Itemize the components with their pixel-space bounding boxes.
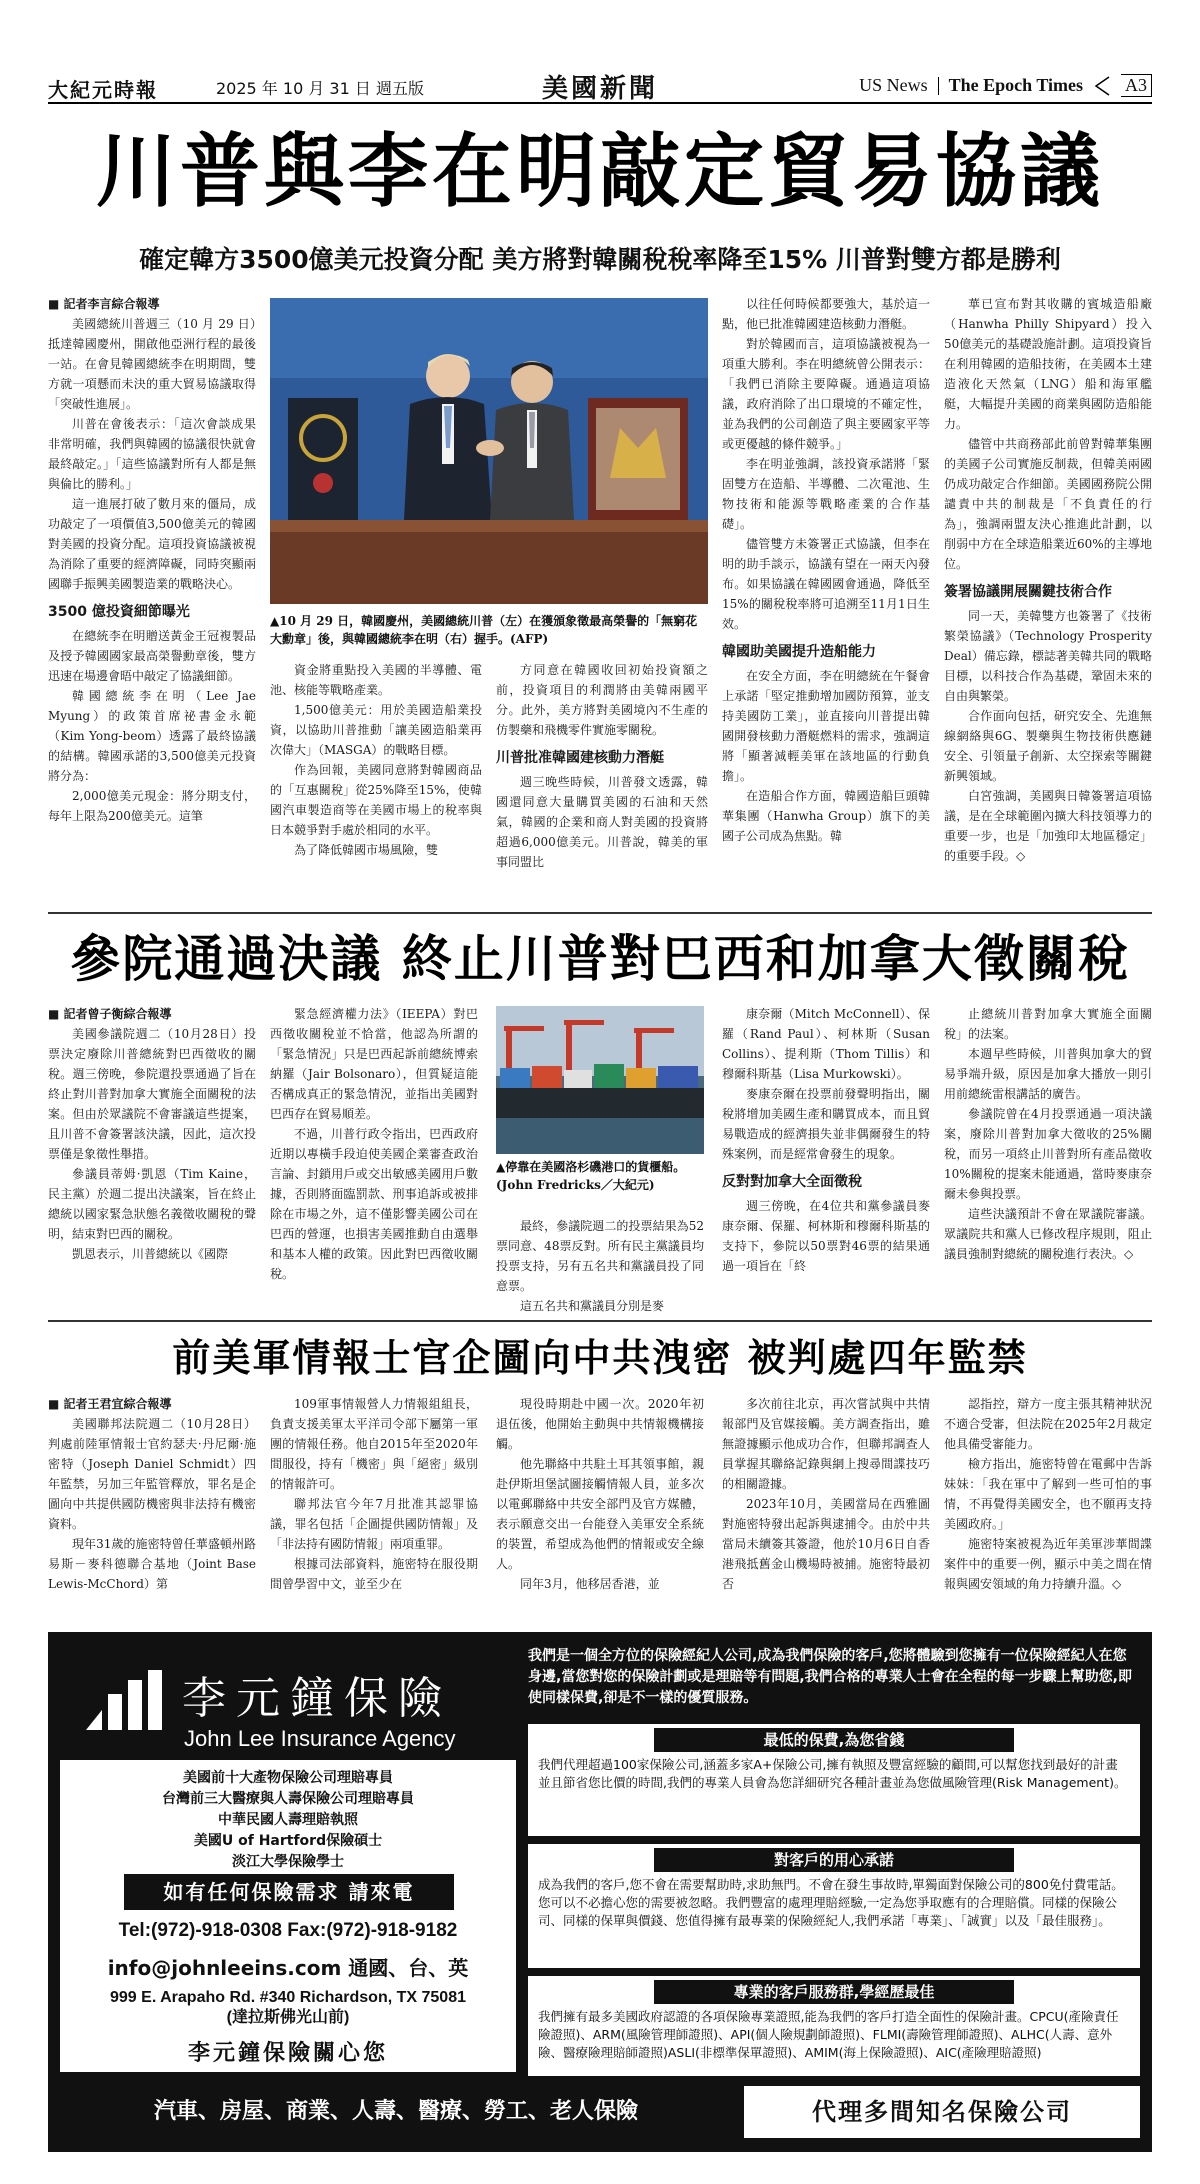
story1-paragraph: 對於韓國而言，這項協議被視為一項重大勝利。李在明總統曾公開表示：「我們已消除主要障礙。通過這項協議，政府消除了出口環境的不確定性，並為我們的公司創造了與主要國家平等或更優越的條件競爭。」 [722,337,930,451]
story1-paragraph: 白宮強調，美國與日韓簽署這項協議，是在全球範圍內擴大科技領導力的重要一步，也是「加強印太地區穩定」的重要手段。◇ [944,789,1152,863]
story2-paragraph: 本週早些時候，川普與加拿大的貿易爭端升級，原因是加拿大播放一則引用前總統雷根講話的廣告。 [944,1047,1152,1101]
story1-paragraph: 2,000億美元現金：將分期支付，每年上限為200億美元。這筆 [48,789,256,823]
ad-address [60,1988,516,2028]
story1-subheading: 川普批准韓國建核動力潛艇 [496,750,664,766]
story3-paragraph: 檢方指出，施密特曾在電郵中告訴妹妹：「我在軍中了解到一些可怕的事情，不再覺得美國安全，也不願再支持美國政府。」 [944,1457,1152,1531]
ad-email: info@johnleeins.com 通國、台、英 [107,1956,469,1980]
story2-paragraph: 凱恩表示，川普總統以《國際 [72,1247,229,1261]
story1-paragraph: 韓國總統李在明（Lee Jae Myung）的政策首席祕書金永範（Kim Yong-beom）透露了最終協議的結構。韓國承諾的3,500億美元投資將分為： [48,689,256,783]
story1-paragraph: 在總統李在明贈送黃金王冠複製品及授予韓國國家最高榮譽勳章後，雙方迅速在場邊會晤中敲定了協議細節。 [48,629,256,683]
story2-paragraph: 參議員蒂姆·凱恩（Tim Kaine，民主黨）於週二提出決議案，旨在終止總統以國家緊急狀態名義徵收關稅的聲明，結束對巴西的關稅。 [48,1167,256,1241]
story3-paragraph: 現年31歲的施密特曾任華盛頓州路易斯－麥科德聯合基地（Joint Base Lewis-McChord）第 [48,1537,256,1591]
story1-subhead: 確定韓方3500億美元投資分配 美方將對韓關稅稅率降至15% 川普對雙方都是勝利 [139,245,1061,274]
story2-col5 [944,1004,1152,1314]
ad-insurance-types: 汽車、房屋、商業、人壽、醫療、勞工、老人保險 [153,2099,638,2124]
story1-byline: ■ 記者李言綜合報導 [48,294,256,314]
story3-byline: ■ 記者王君宜綜合報導 [48,1394,256,1414]
story1-subheading: 3500 億投資細節曝光 [48,604,190,620]
story3-paragraph: 認指控，辯方一度主張其精神狀況不適合受審，但法院在2025年2月裁定他具備受審能力。 [944,1397,1152,1451]
story3-headline: 前美軍情報士官企圖向中共洩密 被判處四年監禁 [172,1336,1028,1380]
container-port-illustration [496,1006,704,1154]
ad-brand-en: John Lee Insurance Agency [184,1726,456,1751]
ad-brand-cn: 李元鐘保險 [182,1673,452,1724]
ad-intro: 我們是一個全方位的保險經紀人公司,成為我們保險的客戶,您將體驗到您擁有一位保險經紀人在您身邊,當您對您的保險計劃或是理賠等有問題,我們合格的專業人士會在全程的每一步驟上幫助您,即使同樣保費,卻是不一樣的優質服務。 [528,1648,1132,1706]
story1-paragraph: 這一進展打破了數月來的僵局，成功敲定了一項價值3,500億美元的韓國對美國的投資分配。這項投資協議被視為消除了重要的經濟障礙，同時突顯兩國聯手振興美國製造業的戰略決心。 [48,497,256,591]
ad-section-title: 專業的客戶服務群,學經歷最佳 [654,1980,1014,2004]
story1-paragraph: 儘管中共商務部此前曾對韓華集團的美國子公司實施反制裁，但韓美兩國仍成功敲定合作細節。美國國務院公開譴責中共的制裁是「不負責任的行為」，強調兩盟友決心推進此計劃，以削弱中方在全球造船業近60%的主導地位。 [944,437,1152,571]
story2-paragraph: 最終，參議院週二的投票結果為52票同意、48票反對。所有民主黨議員均投票支持，另有五名共和黨議員投了同意票。 [496,1219,704,1293]
section-divider [48,912,1152,914]
story1-paragraph: 在安全方面，李在明總統在午餐會上承諾「堅定推動增加國防預算，並支持美國防工業」，並直接向川普提出韓國開發核動力潛艇燃料的需求，強調這將「顯著減輕美軍在該地區的行動負擔」。 [722,669,930,783]
masthead-right [859,74,1152,97]
story3-paragraph: 根據司法部資料，施密特在服役期間曾學習中文，並至少在 [270,1557,478,1591]
story1-headline: 川普與李在明敲定貿易協議 [96,125,1104,218]
story2-col1 [48,1004,256,1314]
story1-paragraph: 李在明並強調，該投資承諾將「緊固雙方在造船、半導體、二次電池、生物技術和能源等戰略產業的合作基礎」。 [722,457,930,531]
story3-col3 [496,1394,704,1620]
story2-col3 [496,1216,704,1314]
brand-name: The Epoch Times [948,75,1083,95]
story1-paragraph: 1,500億美元：用於美國造船業投資，以協助川普推動「讓美國造船業再次偉大」（MASGA）的戰略目標。 [270,703,482,757]
story1-col4 [722,294,930,924]
story2-paragraph: 麥康奈爾在投票前發聲明指出，關稅將增加美國生產和購買成本，而且貿易戰造成的經濟損失並非偶爾發生的特殊案例，而是經常會發生的現象。 [722,1087,930,1161]
story1-paragraph: 作為回報，美國同意將對韓國商品的「互惠關稅」從25%降至15%，使韓國汽車製造商等在美國市場上的稅率與日本競爭對手處於相同的水平。 [270,763,482,837]
story1-col5 [944,294,1152,924]
story3-paragraph: 施密特案被視為近年美軍涉華間諜案件中的重要一例，顯示中美之間在情報與國安領域的角力持續升溫。◇ [944,1537,1152,1591]
story1-paragraph: 方同意在韓國收回初始投資額之前，投資項目的利潤將由美韓兩國平分。此外，美方將對美國境內不生產的仿製藥和飛機零件實施零關稅。 [496,663,708,737]
story2-caption: ▲停靠在美國洛杉磯港口的貨櫃船。(John Fredricks／大紀元) [496,1160,686,1192]
story1-paragraph: 華已宣布對其收購的賓城造船廠（Hanwha Philly Shipyard）投入50億美元的基礎設施計劃。這項投資旨在利用韓國的造船技術，在美國本土建造液化天然氣（LNG）船和海軍艦艇，大幅提升美國的商業與國防造船能力。 [944,297,1152,431]
story2-paragraph: 止總統川普對加拿大實施全面關稅」的法案。 [944,1007,1152,1041]
story3-col5 [944,1394,1152,1620]
story3-col1 [48,1394,256,1620]
ad-address-line: (達拉斯佛光山前) [226,2009,350,2026]
story2-paragraph: 不過，川普行政令指出，巴西政府近期以專橫手段迫使美國企業審查政治言論、封鎖用戶或交出敏感美國用戶數據，否則將面臨罰款、刑事追訴或被排除在市場之外，這不僅影響美國公司在巴西的營運，也損害美國推動自由選舉和基本人權的政策。因此對巴西徵收關稅。 [270,1127,478,1281]
story2-byline: ■ 記者曾子衡綜合報導 [48,1004,256,1024]
section-title-en: US News [859,75,928,95]
story1-paragraph: 為了降低韓國市場風險，雙 [294,843,439,857]
story1-paragraph: 資金將重點投入美國的半導體、電池、核能等戰略產業。 [270,663,482,697]
story2-paragraph: 週三傍晚，在4位共和黨參議員麥康奈爾、保羅、柯林斯和穆爾科斯基的支持下，參院以50票對46票的結果通過一項旨在「終 [722,1199,930,1273]
story2-photo [496,1006,704,1154]
page-number: A3 [1121,74,1152,97]
story1-col1 [48,294,256,924]
story2-paragraph: 參議院曾在4月投票通過一項決議案，廢除川普對加拿大徵收的25%關稅，而另一項終止川普對所有產品徵收10%關稅的提案未能通過，當時麥康奈爾未參與投票。 [944,1107,1152,1201]
story2-col2 [270,1004,478,1314]
ad-section-title: 最低的保費,為您省錢 [654,1728,1014,1752]
story3-paragraph: 聯邦法官今年7月批准其認罪協議，罪名包括「企圖提供國防情報」及「非法持有國防情報」兩項重罪。 [270,1497,478,1551]
story3-paragraph: 他先聯絡中共駐土耳其領事館，親赴伊斯坦堡試圖接觸情報人員，並多次以電郵聯絡中共安全部門及官方媒體，表示願意交出一台能登入美軍安全系統的裝置，希望成為他們的情報或安全線人。 [496,1457,704,1571]
story2-paragraph: 美國參議院週二（10月28日）投票決定廢除川普總統對巴西徵收的關稅。週三傍晚，參院還投票通過了旨在終止對川普對加拿大實施全面關稅的法案。但由於眾議院不會審議這些提案，且川普不會簽署該決議，因此，這次投票僅是象徵性舉措。 [48,1027,256,1161]
ad-agency-tagline: 代理多間知名保險公司 [744,2086,1140,2138]
story1-paragraph: 在造船合作方面，韓國造船巨頭韓華集團（Hanwha Group）旗下的美國子公司成為焦點。韓 [722,789,930,843]
story3-col4 [722,1394,930,1620]
story1-col2 [270,660,482,924]
ad-section-commitment [528,1844,1140,1968]
story1-photo [270,298,708,604]
story1-paragraph: 週三晚些時候，川普發文透露，韓國還同意大量購買美國的石油和天然氣，韓國的企業和商人對美國的投資將超過6,000億美元。川普說，韓美的軍事同盟比 [496,775,708,869]
story2-paragraph: 緊急經濟權力法》（IEEPA）對巴西徵收關稅並不恰當，他認為所謂的「緊急情況」只是巴西起訴前總統博索納羅（Jair Bolsonaro），但質疑這能否構成真正的緊急情況，並指出美國對巴西存在貿易順差。 [270,1007,478,1121]
story1-paragraph: 合作面向包括，研究安全、先進無線網絡與6G、製藥與生物技術供應鏈安全、引領量子創新、太空探索等關鍵新興領域。 [944,709,1152,783]
section-title: 美國新聞 [541,74,658,104]
ad-section-service [528,1976,1140,2076]
ad-section-body: 我們擁有最多美國政府認證的各項保險專業證照,能為我們的客戶打造全面性的保險計畫。CPCU(產險責任險證照)、ARM(風險管理師證照)、API(個人險規劃師證照)、FLMI(壽險管理師證照)、ALHC(人壽、意外險、醫療險理賠師證照)ASLI(非標準保單證照)、AMIM(海上保險證照)、AIC(產險理賠證照) [538,2009,1119,2060]
story3-paragraph: 多次前往北京，再次嘗試與中共情報部門及官媒接觸。美方調查指出，雖無證據顯示他成功合作，但聯邦調查人員掌握其聯絡記錄與網上搜尋間諜技巧的相關證據。 [722,1397,930,1491]
ad-section-title: 對客戶的用心承諾 [654,1848,1014,1872]
story1-paragraph: 以往任何時候都要強大，基於這一點，他已批准韓國建造核動力潛艇。 [722,297,930,331]
building-logo-icon [82,1670,170,1734]
story3-paragraph: 現役時期赴中國一次。2020年初退伍後，他開始主動與中共情報機構接觸。 [496,1397,704,1451]
insurance-advertisement [48,1632,1152,2152]
ad-call-banner: 如有任何保險需求 請來電 [124,1874,454,1910]
masthead-divider [938,77,939,95]
story2-paragraph: 康奈爾（Mitch McConnell）、保羅（Rand Paul）、柯林斯（Susan Collins）、提利斯（Thom Tillis）和穆爾科斯基（Lisa Murkowski）。 [722,1007,930,1081]
story1-paragraph: 川普在會後表示：「這次會談成果非常明確，我們與韓國的協議很快就會最終敲定。」「這些協議對所有人都是無與倫比的勝利。」 [48,417,256,491]
story1-caption: ▲10 月 29 日，韓國慶州，美國總統川普（左）在獲頒象徵最高榮譽的「無窮花大勳章」後，與韓國總統李在明（右）握手。(AFP) [270,614,698,646]
newspaper-logo: 大紀元時報 [48,78,158,102]
story1-col3 [496,660,708,924]
ad-section-body: 我們代理超過100家保險公司,涵蓋多家A+保險公司,擁有執照及豐富經驗的顧問,可以幫您找到最好的計畫並且節省您比價的時間,我們的專業人員會為您詳細研究各種計畫並為您做風險管理(Risk Management)。 [538,1757,1127,1790]
ad-credential: 淡江大學保險學士 [232,1854,344,1870]
story1-paragraph: 同一天，美韓雙方也簽署了《技術繁榮協議》（Technology Prosperity Deal）備忘錄，標誌著美韓共同的戰略目標，以科技合作為基礎，鞏固未來的自由與繁榮。 [944,609,1152,703]
story3-paragraph: 美國聯邦法院週二（10月28日）判處前陸軍情報士官約瑟夫·丹尼爾·施密特（Joseph Daniel Schmidt）四年監禁，另加三年監管釋放，罪名是企圖向中共提供國防機密與非法持有機密資料。 [48,1417,256,1531]
story1-subheading: 韓國助美國提升造船能力 [722,644,876,660]
ad-contact-panel [60,1644,516,2072]
story2-headline: 參院通過決議 終止川普對巴西和加拿大徵關稅 [70,930,1130,988]
page-arrow-icon [1093,75,1111,97]
story2-subheading: 反對對加拿大全面徵稅 [722,1174,862,1190]
handshake-photo-illustration [270,298,708,604]
ad-section-price [528,1724,1140,1836]
issue-date: 2025 年 10 月 31 日 週五版 [216,79,424,98]
story3-paragraph: 同年3月，他移居香港，並 [520,1577,660,1591]
masthead [48,68,1152,104]
story1-subheading: 簽署協議開展關鍵技術合作 [944,584,1112,600]
ad-slogan: 李元鐘保險關心您 [187,2041,388,2066]
ad-credential: 台灣前三大醫療與人壽保險公司理賠專員 [162,1791,414,1807]
ad-credential: 美國U of Hartford保險碩士 [193,1833,383,1849]
story3-paragraph: 109軍事情報營人力情報組組長，負責支援美軍太平洋司令部下屬第一軍團的情報任務。他自2015年至2020年間服役，持有「機密」與「絕密」級別的情報許可。 [270,1397,478,1491]
story1-paragraph: 美國總統川普週三（10 月 29 日）抵達韓國慶州，開啟他亞洲行程的最後一站。在會見韓國總統李在明期間，雙方就一項懸而未決的重大貿易協議取得「突破性進展」。 [48,317,256,411]
ad-address-line: 999 E. Arapaho Rd. #340 Richardson, TX 75081 [110,1989,466,2006]
section-divider [48,1320,1152,1322]
story3-paragraph: 2023年10月，美國當局在西雅圖對施密特發出起訴與逮捕令。由於中共當局未續簽其簽證，他於10月6日自香港飛抵舊金山機場時被捕。施密特最初否 [722,1497,930,1591]
ad-credentials [60,1768,516,1873]
ad-section-body: 成為我們的客戶,您不會在需要幫助時,求助無門。不會在發生事故時,單獨面對保險公司的800免付費電話。您可以不必擔心您的需要被忽略。我們豐富的處理理賠經驗,一定為您爭取應有的合理賠償。同樣的保險公司、同樣的保單與價錢、您值得擁有最專業的保險經紀人,我們承諾「專業」、「誠實」以及「最佳服務」。 [538,1877,1124,1928]
story2-paragraph: 這些決議預計不會在眾議院審議。眾議院共和黨人已修改程序規則，阻止議員強制對總統的關稅進行表決。◇ [944,1207,1152,1261]
story2-col4 [722,1004,930,1314]
ad-logo-box [60,1644,516,1760]
story3-col2 [270,1394,478,1620]
story2-paragraph: 這五名共和黨議員分別是麥 [520,1299,665,1313]
story1-paragraph: 儘管雙方未簽署正式協議，但李在明的助手談示，協議有望在一兩天內發布。如果協議在韓國國會通過，降低至15%的關稅稅率將可追溯至11月1日生效。 [722,537,930,631]
ad-phone-fax: Tel:(972)-918-0308 Fax:(972)-918-9182 [118,1920,458,1941]
ad-credential: 美國前十大產物保險公司理賠專員 [183,1770,393,1786]
ad-credential: 中華民國人壽理賠執照 [218,1812,358,1828]
